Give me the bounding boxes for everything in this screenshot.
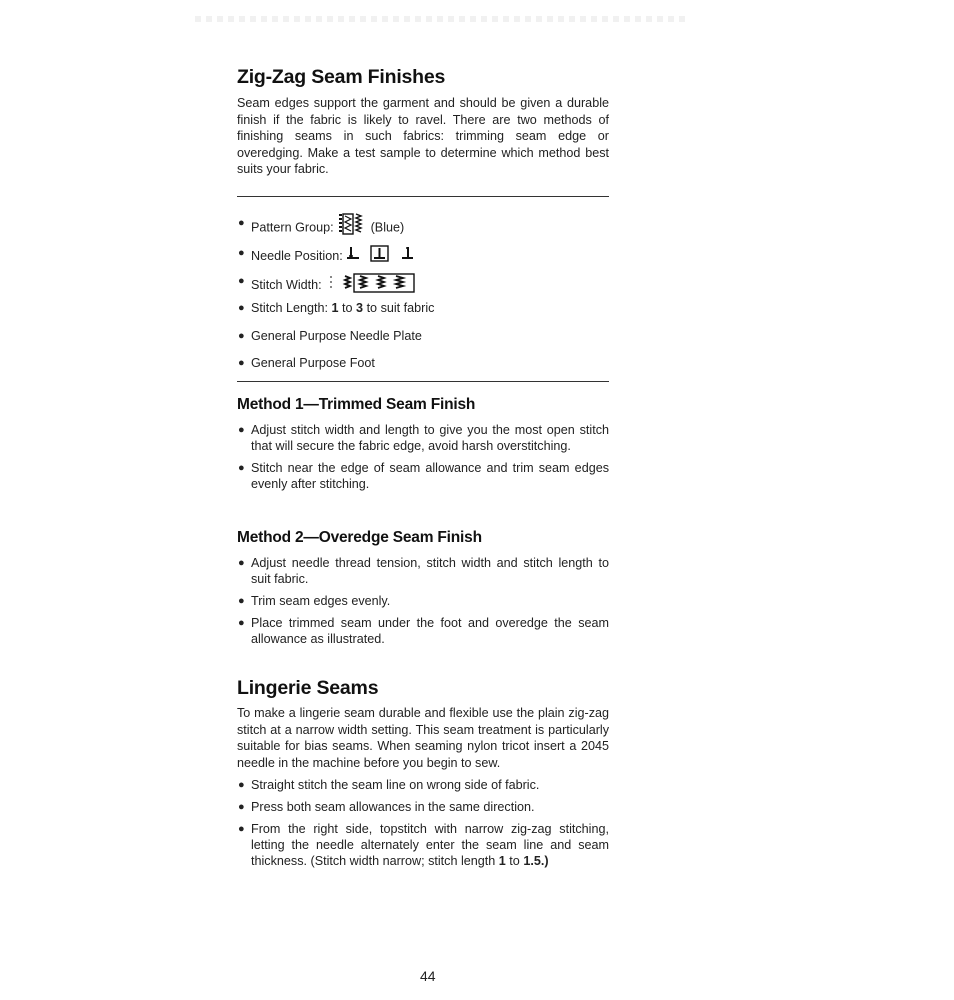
needle-position-label: Needle Position: <box>251 249 343 264</box>
spec-list <box>237 211 609 382</box>
spec-foot: ● General Purpose Foot <box>238 355 375 370</box>
stitch-length-max: 1.5.) <box>523 854 549 869</box>
list-item-text: Straight stitch the seam line on wrong side of fabric. <box>251 778 540 793</box>
list-item-text: Stitch near the edge of seam allowance and trim seam edges evenly after stitching. <box>251 460 609 492</box>
spec-needle-position: ● Needle Position: <box>237 245 609 262</box>
method-1 <box>237 396 609 498</box>
list-item: ● Place trimmed seam under the foot and overedge the seam allowance as illustrated. <box>238 615 609 646</box>
foot-text: General Purpose Foot <box>251 355 375 370</box>
list-item: ● Trim seam edges evenly. <box>238 593 391 608</box>
stitch-length-min: 1 <box>498 854 506 869</box>
needle-plate-text: General Purpose Needle Plate <box>251 328 422 343</box>
spec-stitch-width: ● Stitch Width: <box>237 273 609 290</box>
list-item: ● Straight stitch the seam line on wrong side of fabric. <box>238 778 540 793</box>
list-item: ● Stitch near the edge of seam allowance and trim seam edges evenly after stitching. <box>238 460 609 492</box>
list-item: ● From the right side, topstitch with narrow zig-zag stitching, letting the needle alternately enter the seam line and seam thickness. (Stitch width narrow; stitch length 1 to 1.5.) <box>238 821 609 869</box>
page-number: 44 <box>420 968 436 984</box>
method-title: Method 1—Trimmed Seam Finish <box>237 396 476 413</box>
stitch-length-to: to <box>509 854 520 869</box>
stitch-width-icons <box>325 273 425 298</box>
section-lingerie <box>237 677 609 875</box>
list-item: ● Adjust needle thread tension, stitch width and stitch length to suit fabric. <box>238 556 609 587</box>
stitch-length-to: to <box>342 301 353 316</box>
spec-pattern-group: ● Pattern Group: (Blue) <box>237 211 609 235</box>
scan-artifact <box>195 16 685 22</box>
stitch-length-label: Stitch Length: <box>251 301 329 316</box>
list-item-text: Press both seam allowances in the same direction. <box>251 800 535 815</box>
list-item-text: Trim seam edges evenly. <box>251 593 391 608</box>
list-item-text: Adjust needle thread tension, stitch width and stitch length to suit fabric. <box>251 556 609 587</box>
pattern-group-icon <box>337 211 367 245</box>
section-title: Zig-Zag Seam Finishes <box>237 66 446 88</box>
section-intro: To make a lingerie seam durable and flexible use the plain zig-zag stitch at a narrow width setting. This seam treatment is particularly suitable for bias seams. When seaming nylon tricot insert a 2045 needle in the machine before you begin to sew. <box>237 706 609 770</box>
stitch-length-suffix: to suit fabric <box>366 301 435 316</box>
spec-needle-plate: ● General Purpose Needle Plate <box>238 328 422 343</box>
spec-stitch-length: ● Stitch Length: 1 to 3 to suit fabric <box>238 301 435 316</box>
list-item: ● Adjust stitch width and length to give you the most open stitch that will secure the fabric edge, avoid harsh overstitching. <box>238 423 609 454</box>
stitch-width-label: Stitch Width: <box>251 277 322 292</box>
pattern-group-label: Pattern Group: <box>251 220 334 235</box>
list-item-text: From the right side, topstitch with narrow zig-zag stitching, letting the needle alternately enter the seam line and seam thickness. (Stitch width narrow; stitch length <box>251 821 609 869</box>
section-zigzag <box>237 66 609 178</box>
needle-position-icons <box>346 245 426 268</box>
divider <box>237 196 609 197</box>
section-title: Lingerie Seams <box>237 677 379 699</box>
divider <box>237 381 609 382</box>
method-2 <box>237 529 609 653</box>
section-intro: Seam edges support the garment and should be given a durable finish if the fabric is likely to ravel. There are two methods of finishing seams in such fabrics: trimming seam edge or overedging. Make a test sample to determine which method best suits your fabric. <box>237 96 609 177</box>
stitch-length-max: 3 <box>356 301 364 316</box>
pattern-group-color: (Blue) <box>370 220 405 235</box>
list-item: ● Press both seam allowances in the same direction. <box>238 800 535 815</box>
method-title: Method 2—Overedge Seam Finish <box>237 529 482 546</box>
list-item-text: Adjust stitch width and length to give you the most open stitch that will secure the fabric edge, avoid harsh overstitching. <box>251 423 609 454</box>
stitch-length-min: 1 <box>331 301 339 316</box>
list-item-text: Place trimmed seam under the foot and overedge the seam allowance as illustrated. <box>251 615 609 646</box>
